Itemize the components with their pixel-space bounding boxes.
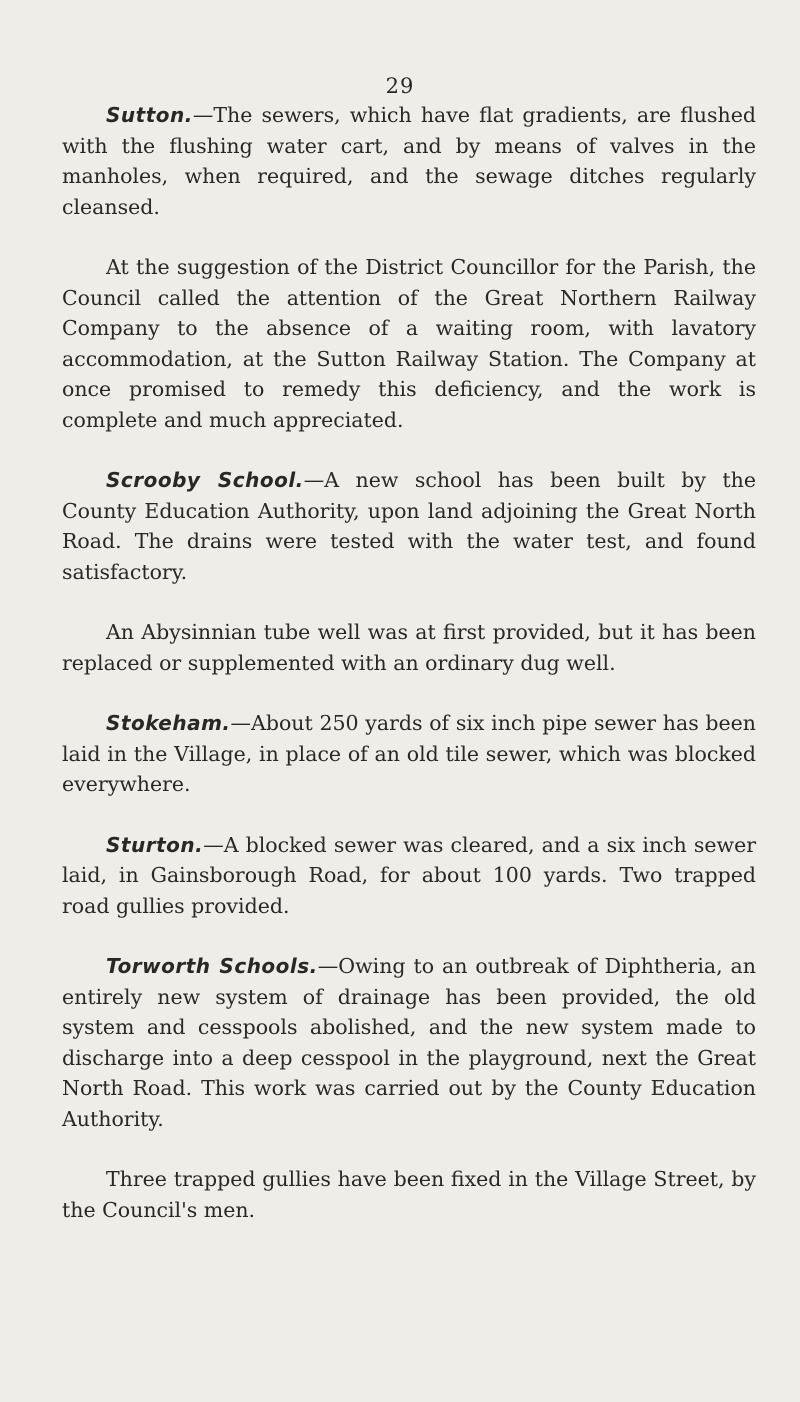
paragraph-text: Three trapped gullies have been fixed in the Village Street, by the Council's men. <box>62 1167 756 1222</box>
paragraph-village-gullies <box>62 1164 756 1225</box>
paragraph-text: At the suggestion of the District Councillor for the Parish, the Council called the attention of the Great Northern Railway Company to the absence of a waiting room, with lavatory accommodation, at the Sutton Railway Station. The Company at once promised to remedy this deficiency, and the work is complete and much appreciated. <box>62 255 756 432</box>
paragraph-sutton <box>62 100 756 222</box>
paragraph-torworth-schools <box>62 951 756 1134</box>
section-heading-torworth-schools: Torworth Schools. <box>106 954 318 978</box>
paragraph-scrooby-school <box>62 465 756 587</box>
paragraph-text: —A new school has been built by the County Education Authority, upon land adjoining the Great North Road. The drains were tested with the water test, and found satisfactory. <box>62 468 756 584</box>
paragraph-railway-station <box>62 252 756 435</box>
paragraph-text: —Owing to an outbreak of Diphtheria, an entirely new system of drainage has been provided, the old system and cesspools abolished, and the new system made to discharge into a deep cesspool in the playground, next the Great North Road. This work was carried out by the County Education Authority. <box>62 954 756 1131</box>
paragraph-text: An Abysinnian tube well was at first provided, but it has been replaced or supplemented with an ordinary dug well. <box>62 620 756 675</box>
section-heading-sutton: Sutton. <box>106 103 193 127</box>
section-heading-stokeham: Stokeham. <box>106 711 231 735</box>
paragraph-tube-well <box>62 617 756 678</box>
paragraph-sturton <box>62 830 756 922</box>
document-body <box>62 100 756 1225</box>
paragraph-stokeham <box>62 708 756 800</box>
paragraph-text: —About 250 yards of six inch pipe sewer has been laid in the Village, in place of an old tile sewer, which was blocked everywhere. <box>62 711 756 796</box>
section-heading-scrooby-school: Scrooby School. <box>106 468 304 492</box>
paragraph-text: —A blocked sewer was cleared, and a six inch sewer laid, in Gainsborough Road, for about 100 yards. Two trapped road gullies provided. <box>62 832 756 918</box>
section-heading-sturton: Sturton. <box>106 832 204 857</box>
paragraph-text: —The sewers, which have flat gradients, are flushed with the flushing water cart, and by means of valves in the manholes, when required, and the sewage ditches regularly cleansed. <box>62 103 756 219</box>
page-number: 29 <box>385 74 415 98</box>
